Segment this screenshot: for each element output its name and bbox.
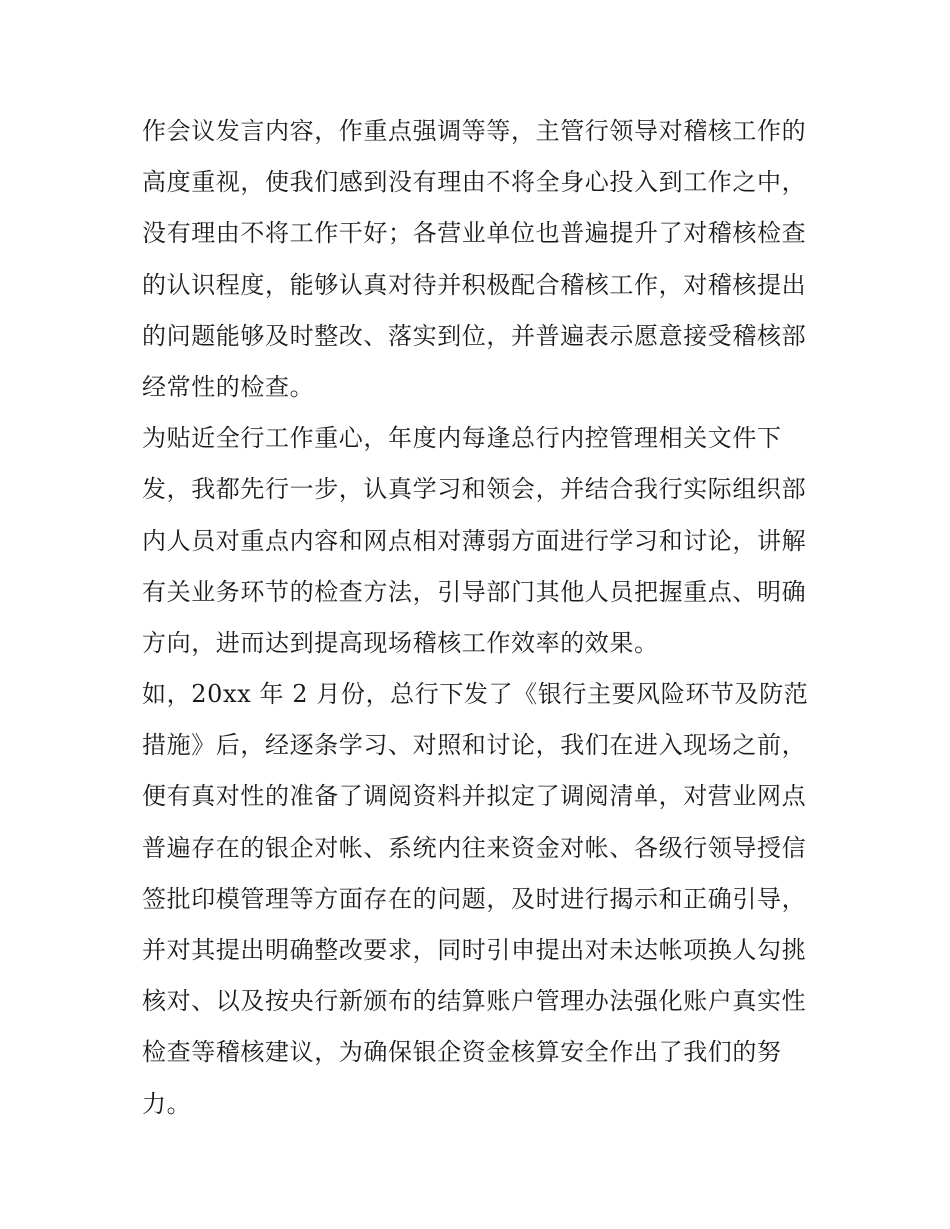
paragraph-2 (142, 413, 822, 669)
text-line: 便有真对性的准备了调阅资料并拟定了调阅清单，对营业网点 (142, 782, 807, 811)
text-line: 高度重视，使我们感到没有理由不将全身心投入到工作之中， (142, 168, 807, 197)
text-line: 作会议发言内容，作重点强调等等，主管行领导对稽核工作的 (142, 117, 807, 145)
text-line: 方向，进而达到提高现场稽核工作效率的效果。 (142, 628, 659, 657)
text-line: 内人员对重点内容和网点相对薄弱方面进行学习和讨论，讲解 (142, 526, 807, 555)
text-line: 并对其提出明确整改要求，同时引申提出对未达帐项换人勾挑 (142, 936, 807, 964)
text-line: 的问题能够及时整改、落实到位，并普遍表示愿意接受稽核部 (142, 321, 807, 350)
text-line: 为贴近全行工作重心，年度内每逢总行内控管理相关文件下 (142, 424, 782, 453)
text-line: 措施》后，经逐条学习、对照和讨论，我们在进入现场之前， (142, 731, 807, 760)
text-line: 普遍存在的银企对帐、系统内往来资金对帐、各级行领导授信 (142, 833, 807, 862)
text-line: 有关业务环节的检查方法，引导部门其他人员把握重点、明确 (142, 577, 807, 606)
text-line: 没有理由不将工作干好；各营业单位也普遍提升了对稽核检查 (142, 219, 807, 248)
paragraph-3 (142, 669, 822, 1130)
text-line: 如，20xx 年 2 月份，总行下发了《银行主要风险环节及防范 (142, 680, 809, 709)
text-line: 的认识程度，能够认真对待并积极配合稽核工作，对稽核提出 (142, 270, 807, 299)
document-body (142, 106, 822, 1130)
text-line: 发，我都先行一步，认真学习和领会，并结合我行实际组织部 (142, 475, 807, 504)
text-line: 检查等稽核建议，为确保银企资金核算安全作出了我们的努 (142, 1038, 782, 1067)
paragraph-1 (142, 106, 822, 413)
text-line: 力。 (142, 1089, 192, 1118)
text-line: 签批印模管理等方面存在的问题，及时进行揭示和正确引导， (142, 884, 807, 913)
text-line: 经常性的检查。 (142, 372, 315, 401)
text-line: 核对、以及按央行新颁布的结算账户管理办法强化账户真实性 (142, 987, 807, 1016)
